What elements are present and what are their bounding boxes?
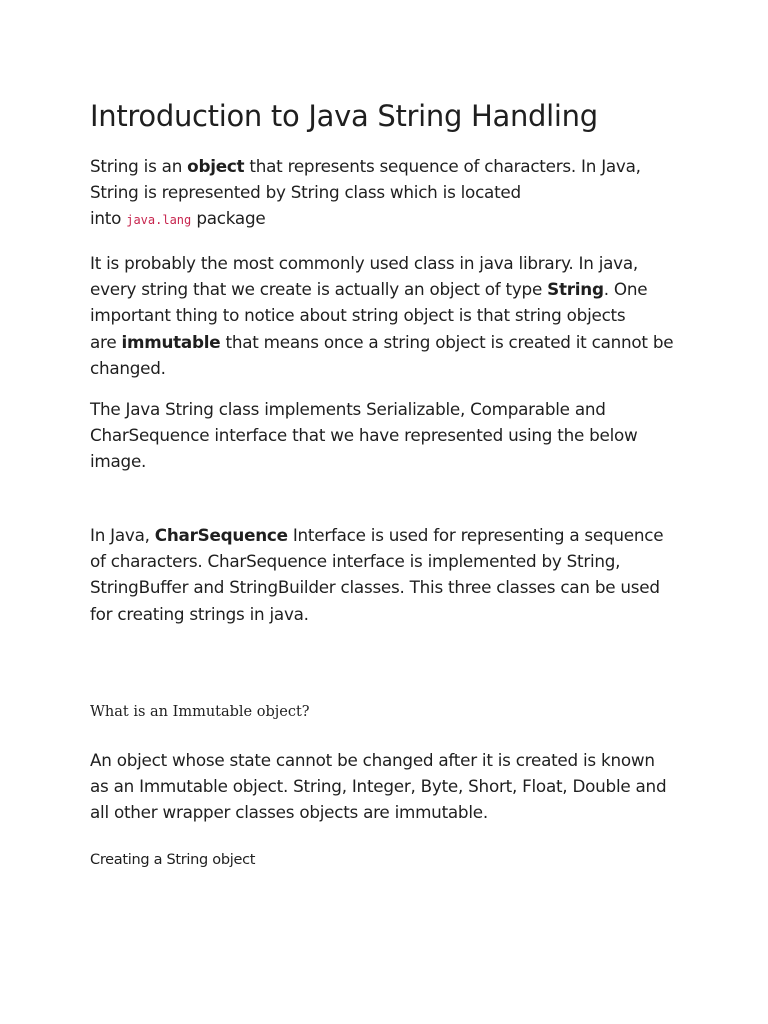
package-code: java.lang — [126, 213, 192, 228]
intro-paragraph — [90, 153, 690, 234]
intro-line-2: String is represented by String class which is located — [90, 182, 521, 203]
p4-line-4: for creating strings in java. — [90, 603, 309, 624]
p2-line-2: every string that we create is actually an object of type String. One — [90, 279, 648, 300]
p5-line-2: as an Immutable object. String, Integer, Byte, Short, Float, Double and — [90, 776, 667, 797]
creating-string-heading: Creating a String object — [90, 852, 256, 868]
object-keyword: object — [187, 156, 245, 176]
charsequence-keyword: CharSequence — [154, 525, 288, 545]
immutable-heading: What is an Immutable object? — [90, 704, 310, 720]
string-keyword: String — [547, 279, 604, 300]
p4-line-2: of characters. CharSequence interface is implemented by String, — [90, 551, 621, 572]
intro-line-1: String is an object that represents sequence of characters. In Java, — [90, 156, 641, 176]
charsequence-paragraph — [90, 522, 690, 627]
immutable-paragraph — [90, 747, 690, 826]
p2-line-1: It is probably the most commonly used class in java library. In java, — [90, 253, 638, 273]
interfaces-paragraph — [90, 396, 690, 475]
p5-line-1: An object whose state cannot be changed after it is created is known — [90, 750, 655, 770]
p2-line-4: are immutable that means once a string object is created it cannot be — [90, 331, 674, 352]
intro-line-3: into java.lang package — [90, 208, 266, 229]
p5-line-3: all other wrapper classes objects are immutable. — [90, 802, 488, 823]
p2-line-3: important thing to notice about string object is that string objects — [90, 305, 626, 326]
p4-line-3: StringBuffer and StringBuilder classes. This three classes can be used — [90, 577, 660, 598]
p3-line-2: CharSequence interface that we have represented using the below — [90, 425, 638, 446]
immutable-keyword: immutable — [121, 331, 221, 352]
p3-line-1: The Java String class implements Serializable, Comparable and — [90, 399, 606, 419]
page-title: Introduction to Java String Handling — [90, 99, 598, 133]
p3-line-3: image. — [90, 451, 147, 472]
p4-line-1: In Java, CharSequence Interface is used for representing a sequence — [90, 525, 664, 545]
p2-line-5: changed. — [90, 357, 166, 378]
common-class-paragraph — [90, 250, 690, 381]
